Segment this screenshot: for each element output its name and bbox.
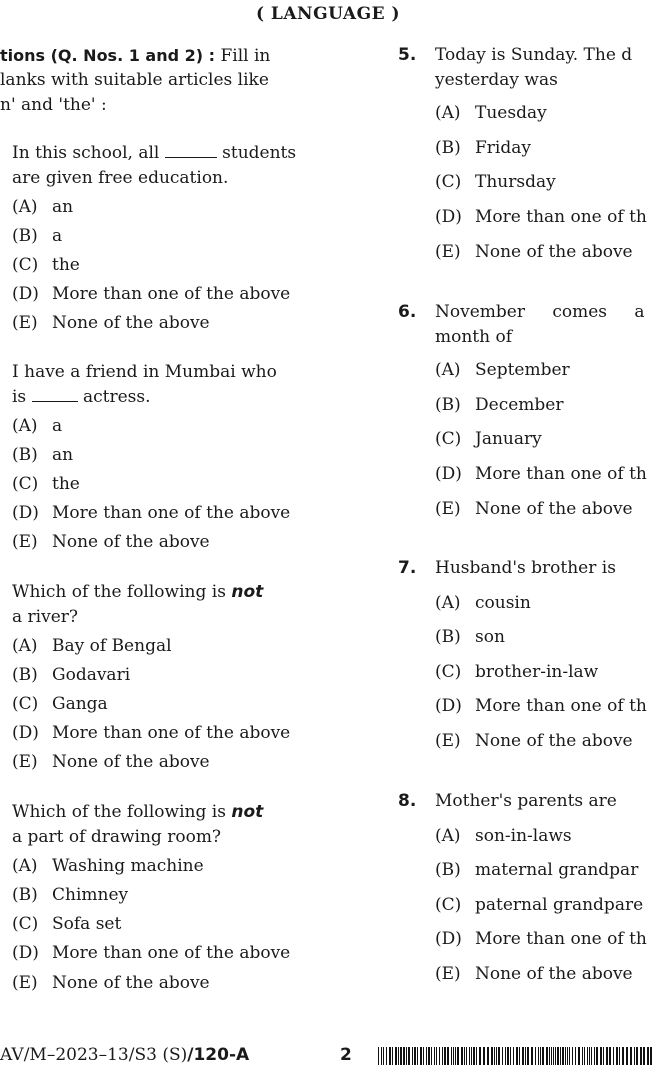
q3-option-a[interactable]: (A) Bay of Bengal (12, 636, 172, 656)
q1-option-a[interactable]: (A) an (12, 197, 74, 217)
instructions-line-1: tions (Q. Nos. 1 and 2) : Fill in (0, 46, 271, 66)
q6-option-b[interactable]: (B) December (435, 395, 564, 415)
q3-option-c[interactable]: (C) Ganga (12, 694, 108, 714)
q1-option-c[interactable]: (C) the (12, 255, 80, 275)
q8-option-c[interactable]: (C) paternal grandpare (435, 895, 644, 915)
q5-option-b[interactable]: (B) Friday (435, 138, 531, 158)
barcode-icon (378, 1047, 654, 1065)
q6-option-e[interactable]: (E) None of the above (435, 499, 633, 519)
q4-option-e[interactable]: (E) None of the above (12, 973, 210, 993)
question-8-text: Mother's parents are (435, 791, 617, 811)
answer-blank (165, 157, 217, 158)
question-7-number: 7. (398, 558, 417, 578)
instructions-line-3: n' and 'the' : (0, 95, 107, 115)
question-5-text: Today is Sunday. The d (435, 45, 633, 65)
q6-option-a[interactable]: (A) September (435, 360, 570, 380)
q7-option-c[interactable]: (C) brother-in-law (435, 662, 599, 682)
q3-option-b[interactable]: (B) Godavari (12, 665, 131, 685)
question-4-text-line-2: a part of drawing room? (12, 827, 222, 847)
question-5-number: 5. (398, 45, 417, 65)
q4-option-d[interactable]: (D) More than one of the above (12, 943, 291, 963)
q6-option-c[interactable]: (C) January (435, 429, 542, 449)
question-1-text: In this school, all students (12, 143, 297, 163)
emphasis-not: not (231, 582, 264, 602)
section-title: ( LANGUAGE ) (255, 4, 401, 24)
q1-option-e[interactable]: (E) None of the above (12, 313, 210, 333)
question-2-text-line-2: is actress. (12, 387, 151, 407)
question-4-text: Which of the following is not (12, 802, 264, 822)
q5-option-c[interactable]: (C) Thursday (435, 172, 556, 192)
q2-option-c[interactable]: (C) the (12, 474, 80, 494)
page-number: 2 (340, 1045, 352, 1065)
instructions-line-2: lanks with suitable articles like (0, 70, 269, 90)
q3-option-d[interactable]: (D) More than one of the above (12, 723, 291, 743)
question-3-text: Which of the following is not (12, 582, 264, 602)
q7-option-a[interactable]: (A) cousin (435, 593, 531, 613)
q5-option-a[interactable]: (A) Tuesday (435, 103, 547, 123)
q1-option-b[interactable]: (B) a (12, 226, 63, 246)
q1-option-d[interactable]: (D) More than one of the above (12, 284, 291, 304)
q3-option-e[interactable]: (E) None of the above (12, 752, 210, 772)
q6-option-d[interactable]: (D) More than one of th (435, 464, 647, 484)
q7-option-b[interactable]: (B) son (435, 627, 505, 647)
q7-option-d[interactable]: (D) More than one of th (435, 696, 647, 716)
answer-blank (32, 401, 78, 402)
q4-option-a[interactable]: (A) Washing machine (12, 856, 204, 876)
q8-option-d[interactable]: (D) More than one of th (435, 929, 647, 949)
q4-option-b[interactable]: (B) Chimney (12, 885, 129, 905)
q2-option-a[interactable]: (A) a (12, 416, 63, 436)
question-1-text-line-2: are given free education. (12, 168, 229, 188)
q5-option-e[interactable]: (E) None of the above (435, 242, 633, 262)
q2-option-e[interactable]: (E) None of the above (12, 532, 210, 552)
q8-option-a[interactable]: (A) son-in-laws (435, 826, 572, 846)
question-8-number: 8. (398, 791, 417, 811)
q8-option-e[interactable]: (E) None of the above (435, 964, 633, 984)
q2-option-b[interactable]: (B) an (12, 445, 74, 465)
question-7-text: Husband's brother is (435, 558, 616, 578)
q2-option-d[interactable]: (D) More than one of the above (12, 503, 291, 523)
q8-option-b[interactable]: (B) maternal grandpar (435, 860, 639, 880)
question-6-number: 6. (398, 302, 417, 322)
question-6-text-line-2: month of (435, 327, 513, 347)
q4-option-c[interactable]: (C) Sofa set (12, 914, 122, 934)
question-2-text: I have a friend in Mumbai who (12, 362, 277, 382)
q5-option-d[interactable]: (D) More than one of th (435, 207, 647, 227)
question-3-text-line-2: a river? (12, 607, 79, 627)
emphasis-not: not (231, 802, 264, 822)
question-5-text-line-2: yesterday was (435, 70, 558, 90)
question-6-text: November comes a (435, 302, 645, 322)
q7-option-e[interactable]: (E) None of the above (435, 731, 633, 751)
paper-code: AV/M–2023–13/S3 (S)/120-A (0, 1045, 250, 1065)
